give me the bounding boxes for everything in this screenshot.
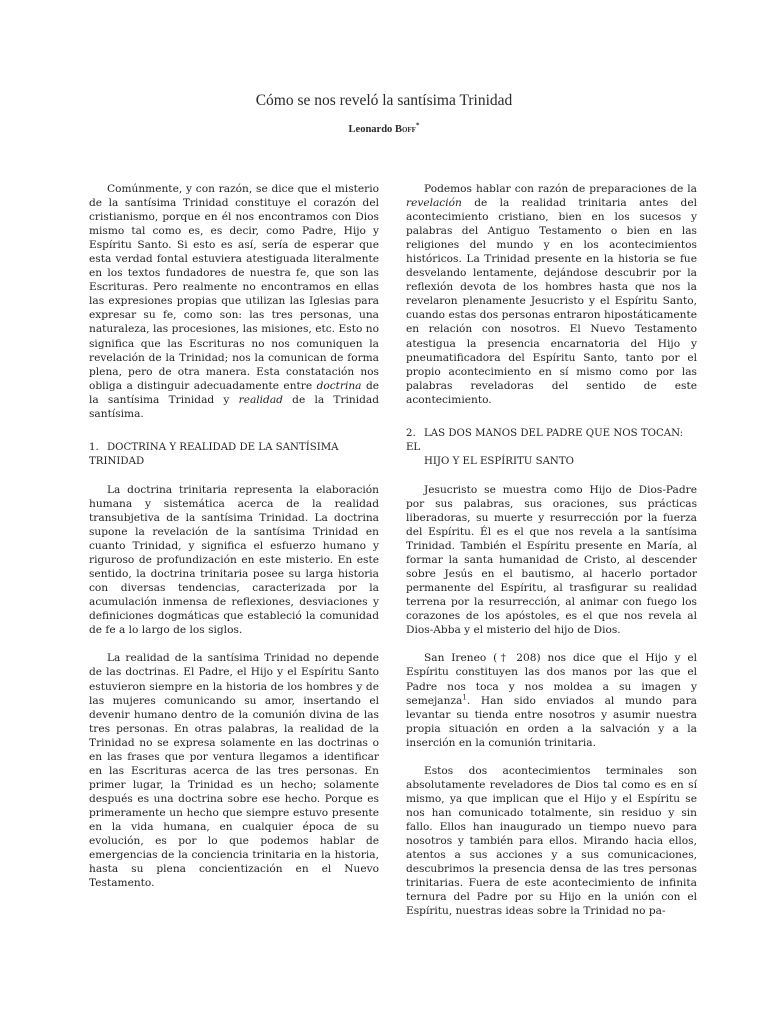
emphasis-doctrina: doctrina [316,379,362,392]
paragraph-doctrina: La doctrina trinitaria representa la elaboración humana y sistemática acerca de la realidad transubjetiva de la santísima Trinidad. La doctrina supone la revelación de la santísima Trinidad en cuanto Trinidad, y significa el esfuerzo humano y riguroso de profundización en este misterio. En este sentido, la doctrina trinitaria posee su larga historia con diversas tendencias, caracterizada por la acumulación inmensa de reflexiones, desviaciones y definiciones dogmáticas que estableció la comunidad de fe a lo largo de los siglos. [89,483,379,637]
section-heading-1: 1. DOCTRINA Y REALIDAD DE LA SANTÍSIMA TRINIDAD [89,441,339,467]
paragraph-san-ireneo: San Ireneo († 208) nos dice que el Hijo y el Espíritu constituyen las dos manos por las que el Padre nos toca y nos moldea a su imagen y semejanza$^1$. Han sido enviados al mundo para levantar su tienda entre nosotros y asumir nuestra propia situación en orden a la salvación y a la inserción en la comunión trinitaria. [406,652,697,749]
left-column [89,182,379,890]
paragraph-preparaciones: Podemos hablar con razón de preparaciones de la revelación de la realidad trinitaria antes del acontecimiento cristiano, bien en los sucesos y palabras del Antiguo Testamento o bien en las religiones del mundo y en los acontecimientos históricos. La Trinidad presente en la historia se fue desvelando lentamente, dejándose descubrir por la reflexión devota de los hombres hasta que nos la revelaron plenamente Jesucristo y el Espíritu Santo, cuando estas dos personas entraron hipostáticamente en relación con nosotros. El Nuevo Testamento atestigua la presencia encarnatoria del Hijo y pneumatificadora del Espíritu Santo, tanto por el propio acontecimiento en sí mismo como por las palabras reveladoras del sentido de este acontecimiento. [406,183,697,406]
author-footnote-mark: * [415,121,420,130]
paragraph-realidad: La realidad de la santísima Trinidad no depende de las doctrinas. El Padre, el Hijo y el Espíritu Santo estuvieron siempre en la historia de los hombres y de las mujeres comunicando su amor, insertando el devenir humano dentro de la comunión divina de las tres personas. En otras palabras, la realidad de la Trinidad no se expresa solamente en las doctrinas o en las frases que por ventura llegamos a identificar en las Escrituras acerca de las tres personas. En primer lugar, la Trinidad es un hecho; solamente después es una doctrina sobre ese hecho. Porque es primeramente un hecho que siempre estuvo presente en la vida humana, en cualquier época de su evolución, es por lo que podemos hablar de emergencias de la conciencia trinitaria en la historia, hasta su plena concientización en el Nuevo Testamento. [89,652,379,890]
section-heading-2: 2. LAS DOS MANOS DEL PADRE QUE NOS TOCAN: EL HIJO Y EL ESPÍRITU SANTO [406,427,684,467]
paragraph-jesucristo: Jesucristo se muestra como Hijo de Dios-Padre por sus palabras, sus oraciones, sus prácticas liberadoras, su muerte y resurrección por la fuerza del Espíritu. Él es el que nos revela a la santísima Trinidad. También el Espíritu presente en María, al formar la santa humanidad de Cristo, al descender sobre Jesús en el bautismo, al hacerlo portador permanente del Espíritu, al trasfigurar su realidad terrena por la resurrección, al animar con fuego los corazones de los apóstoles, es el que nos revela al Dios-Abba y el misterio del hijo de Dios. [406,483,697,637]
footnote-ref-1: 1 [462,693,467,702]
emphasis-revelacion: revelación [406,197,462,210]
intro-paragraph: Comúnmente, y con razón, se dice que el misterio de la santísima Trinidad constituye el corazón del cristianismo, porque en él nos encontramos con Dios mismo tal como es, es decir, como Padre, Hijo y Espíritu Santo. Si esto es así, sería de esperar que esta verdad fontal estuviera atestiguada literalmente en los textos fundadores de nuestra fe, que son las Escrituras. Pero realmente no encontramos en ellas las expresiones propias que utilizan las Iglesias para expresar su fe, como son: las tres personas, una naturaleza, las procesiones, las misiones, etc. Esto no significa que las Escrituras no nos comuniquen la revelación de la Trinidad; nos la comunican de forma plena, pero de otra manera. Esta constatación nos obliga a distinguir adecuadamente entre doctrina de la santísima Trinidad y realidad de la Trinidad santísima. [89,183,380,420]
article-title: Cómo se nos reveló la santísima Trinidad [255,92,513,109]
author-first-name: Leonardo [348,124,393,135]
right-column [406,182,697,918]
paragraph-acontecimientos: Estos dos acontecimientos terminales son absolutamente reveladores de Dios tal como es en sí mismo, ya que implican que el Hijo y el Espíritu se nos han comunicado totalmente, sin residuo y sin fallo. Ellos han inaugurado un tiempo nuevo para nosotros y también para ellos. Mirando hacia ellos, atentos a sus acciones y a sus comunicaciones, descubrimos la presencia densa de las tres personas trinitarias. Fuera de este acontecimiento de infinita ternura del Padre por su Hijo en la unión con el Espíritu, nuestras ideas sobre la Trinidad no pa- [406,764,697,918]
article-author [0,121,768,135]
author-last-name: Boff [394,124,416,135]
emphasis-realidad: realidad [238,393,283,406]
